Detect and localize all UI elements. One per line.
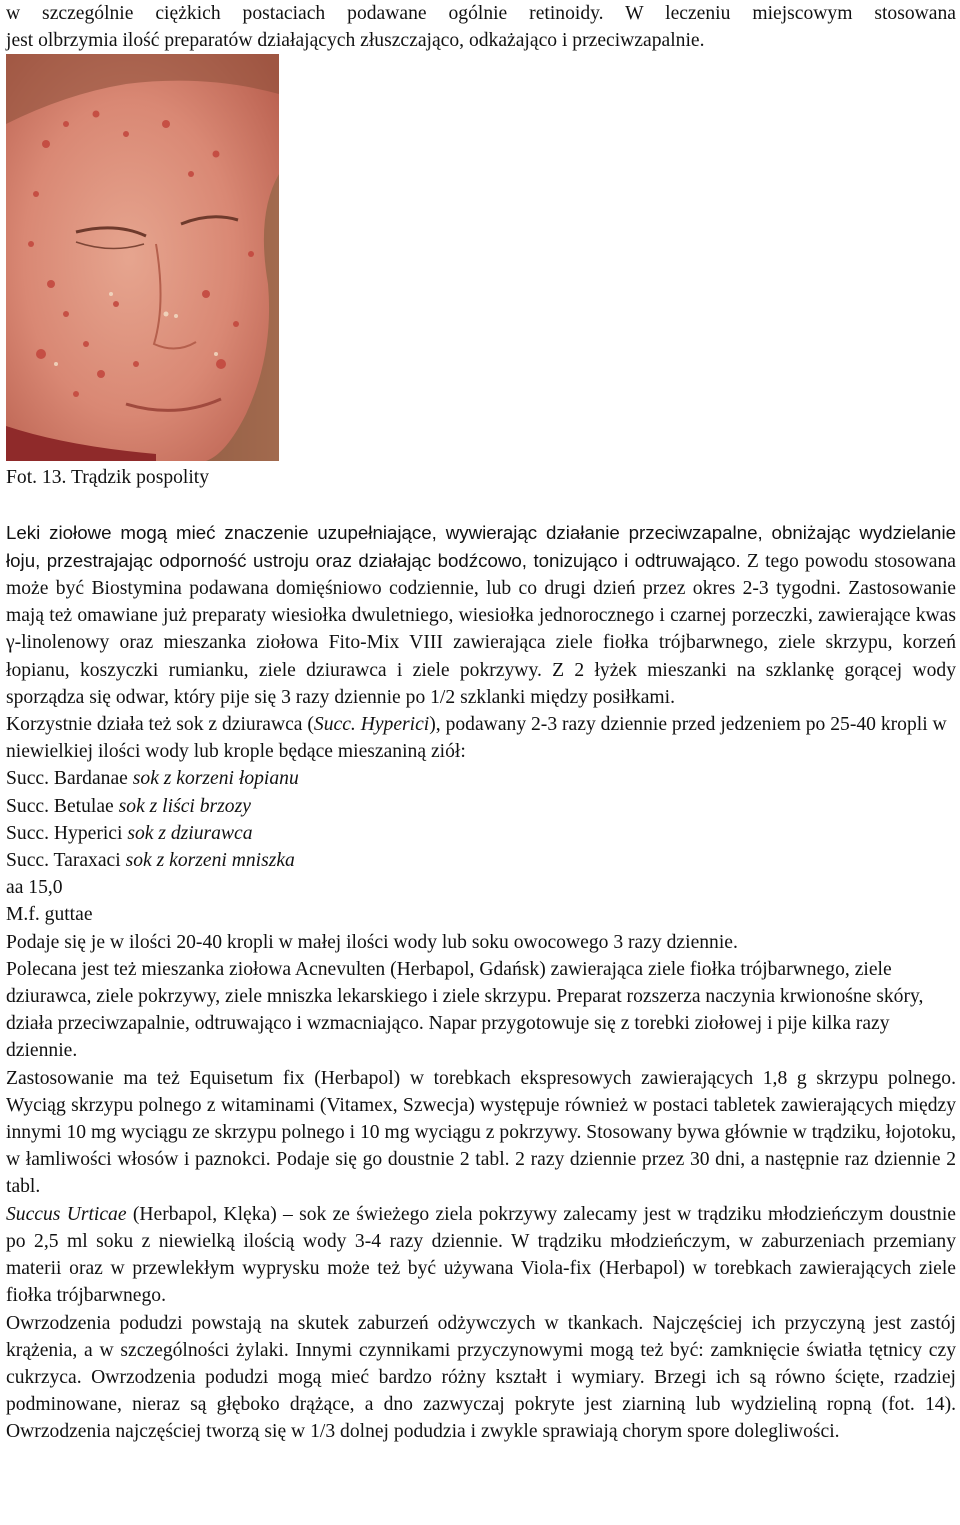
intro-line-2: jest olbrzymia ilość preparatów działających złuszczająco, odkażająco i przeciwzapalnie. — [6, 30, 705, 52]
paragraph-acnevulten: Polecana jest też mieszanka ziołowa Acnevulten (Herbapol, Gdańsk) zawierająca ziele fiołka trójbarwnego, ziele dziurawca, ziele pokrzywy, ziele mniszka lekarskiego i ziele skrzypu. Preparat rozszerza naczynia krwionośne skóry, działa przeciwzapalnie, odtruwająco i wzmacniająco. Napar przygotowuje się z torebki ziołowej i pije kilka razy dziennie. — [6, 958, 924, 1062]
recipe-name-3: Succ. Hyperici — [6, 822, 128, 844]
document-page — [6, 0, 956, 1446]
paragraph-herbal-medicines — [6, 519, 956, 711]
succus-urticae-rest: (Herbapol, Klęka) – sok ze świeżego ziela pokrzywy zalecamy jest w trądziku młodzieńczym doustnie po 2,5 ml soku z niewielką ilością wody 3-4 razy dziennie. W trądziku młodzieńczym, w zaburzeniach przemiany materii oraz w przewlekłym wyprysku może też być używana Viola-fix (Herbapol) w torebkach zawierających ziele fiołka trójbarwnego. — [6, 1203, 956, 1307]
paragraph-equisetum: Zastosowanie ma też Equisetum fix (Herbapol) w torebkach ekspresowych zawierających 1,8 g skrzypu polnego. Wyciąg skrzypu polnego z witaminami (Vitamex, Szwecja) występuje również w postaci tabletek zawierających między innymi 10 mg wyciągu ze skrzypu polnego i 10 mg wyciągu z pokrzywy. Stosowany bywa głównie w trądziku, łojotoku, w łamliwości włosów i paznokci. Podaje się go doustnie 2 tabl. 2 razy dziennie przez 30 dni, a następnie raz dziennie 2 tabl. — [6, 1067, 956, 1198]
figure-caption: Fot. 13. Trądzik pospolity — [6, 467, 210, 489]
recipe-desc-1: sok z korzeni łopianu — [132, 768, 299, 790]
recipe-name-1: Succ. Bardanae — [6, 768, 133, 790]
recipe-desc-2: sok z liści brzozy — [118, 795, 251, 817]
paragraph-hypericum-a: Korzystnie działa też sok z dziurawca ( — [6, 714, 314, 736]
acne-face-photo — [6, 54, 279, 461]
recipe-name-2: Succ. Betulae — [6, 795, 119, 817]
intro-line-1: w szczególnie ciężkich postaciach podawane ogólnie retinoidy. W leczeniu miejscowym stosowana — [6, 3, 956, 24]
paragraph-leg-ulcers: Owrzodzenia podudzi powstają na skutek zaburzeń odżywczych w tkankach. Najczęściej ich przyczyną jest zastój krążenia, a w szczególności żylaki. Innymi czynnikami przyczynowymi mogą też być: zamknięcie światła tętnicy czy cukrzyca. Owrzodzenia podudzi mogą mieć bardzo różny kształt i wymiary. Brzegi ich są równo ścięte, rzadziej podminowane, nieraz są głęboko drążące, a dno zazwyczaj pokryte jest ziarniną lub wydzieliną ropną (fot. 14). Owrzodzenia najczęściej tworzą się w 1/3 dolnej podudzia i zwykle sprawiają chorym spore dolegliwości. — [6, 1312, 956, 1443]
paragraph-herbal-medicines-sans: Leki ziołowe mogą mieć znaczenie uzupełniające, wywierając działanie przeciwzapalne, obniżając wydzielanie łoju, przestrajając odporność ustroju oraz działając bodźcowo, tonizująco i odtruwająco. — [6, 521, 956, 571]
recipe-line-1 — [6, 765, 956, 792]
recipe-aa: aa 15,0 — [6, 877, 63, 899]
succus-urticae-italic: Succus Urticae — [6, 1203, 127, 1225]
intro-paragraph — [6, 0, 956, 54]
recipe-line-3 — [6, 820, 956, 847]
paragraph-hypericum — [6, 711, 956, 765]
paragraph-dosage: Podaje się je w ilości 20-40 kropli w małej ilości wody lub soku owocowego 3 razy dziennie. — [6, 931, 738, 953]
recipe-desc-4: sok z korzeni mniszka — [125, 850, 295, 872]
recipe-desc-3: sok z dziurawca — [127, 822, 253, 844]
recipe-line-4 — [6, 847, 956, 874]
paragraph-succus-urticae — [6, 1201, 956, 1310]
paragraph-herbal-medicines-serif: Z tego powodu stosowana może być Biostymina podawana domięśniowo codziennie, lub co drugi dzień przez okres 2-3 tygodni. Zastosowanie mają też omawiane już preparaty wiesiołka dwuletniego, wiesiołka jednorocznego i czarnej porzeczki, zawierające kwas γ-linolenowy oraz mieszanka ziołowa Fito-Mix VIII zawierająca ziele fiołka trójbarwnego, ziele skrzypu, korzeń łopianu, koszyczki rumianku, ziele dziurawca i ziele pokrzywy. Z 2 łyżek mieszanki na szklankę gorącej wody sporządza się odwar, który pije się 3 razy dziennie po 1/2 szklanki między posiłkami. — [6, 550, 956, 708]
recipe-line-2 — [6, 793, 956, 820]
recipe-mf: M.f. guttae — [6, 904, 93, 926]
paragraph-hypericum-italic: Succ. Hyperici — [313, 714, 430, 736]
paragraph-hypericum-c: ), podawany 2-3 razy dziennie przed jedzeniem po 25-40 kropli w niewielkiej ilości wody lub krople będące mieszaniną ziół: — [6, 714, 947, 763]
recipe-name-4: Succ. Taraxaci — [6, 850, 126, 872]
